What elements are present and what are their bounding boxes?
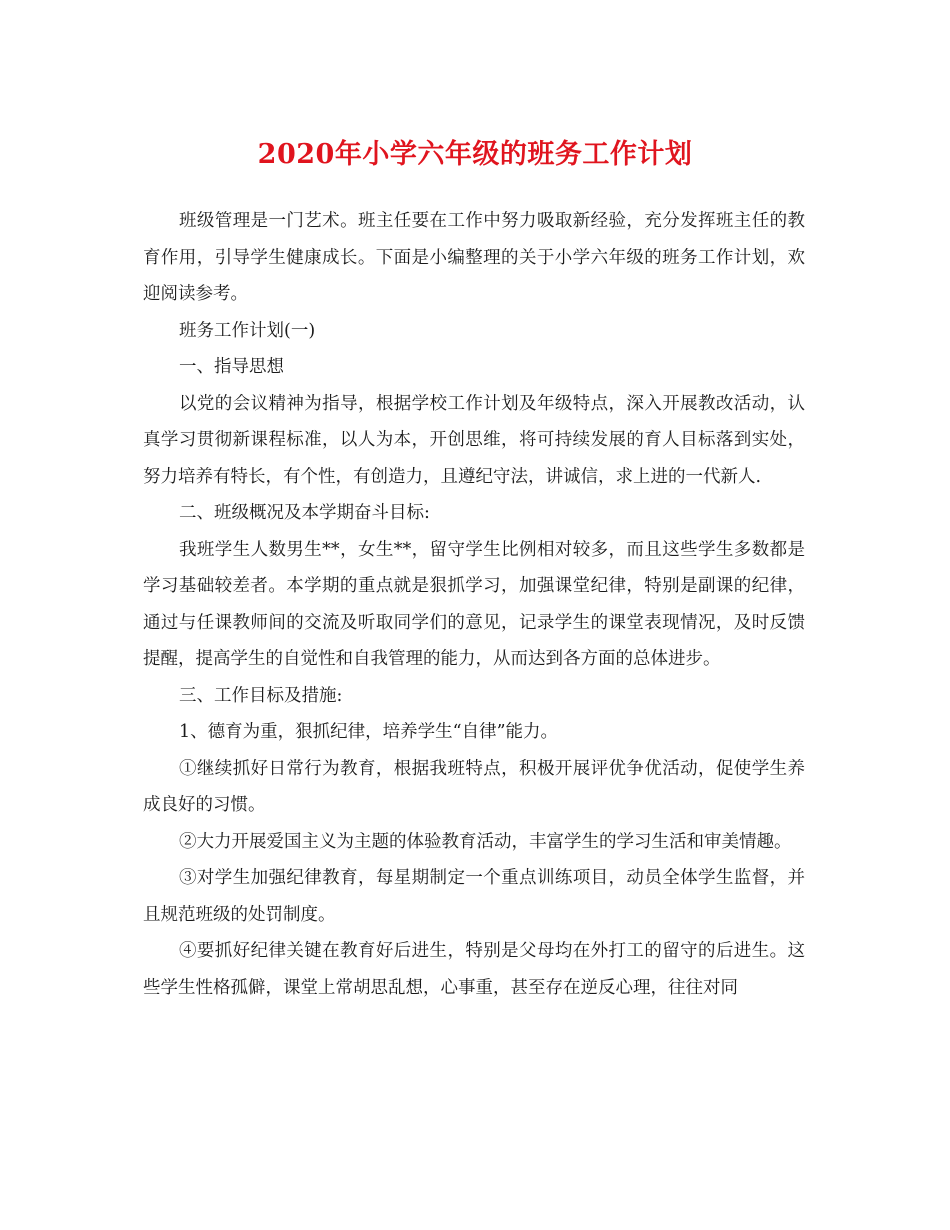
class-overview-paragraph: 我班学生人数男生**，女生**，留守学生比例相对较多，而且这些学生多数都是学习基础较差者。本学期的重点就是狠抓学习，加强课堂纪律，特别是副课的纪律，通过与任课教师间的交流及听取同学们的意见，记录学生的课堂表现情况，及时反馈提醒，提高学生的自觉性和自我管理的能力，从而达到各方面的总体进步。 [143, 539, 805, 669]
measure-item-1: ①继续抓好日常行为教育，根据我班特点，积极开展评优争优活动，促使学生养成良好的习惯。 [143, 758, 805, 815]
goal-item-1: 1、德育为重，狠抓纪律，培养学生“自律”能力。 [179, 722, 559, 742]
measure-item-3: ③对学生加强纪律教育，每星期制定一个重点训练项目，动员全体学生监督，并且规范班级的处罚制度。 [143, 868, 805, 925]
measure-item-4: ④要抓好纪律关键在教育好后进生，特别是父母均在外打工的留守的后进生。这些学生性格孤僻，课堂上常胡思乱想，心事重，甚至存在逆反心理，往往对同 [143, 941, 805, 998]
intro-paragraph: 班级管理是一门艺术。班主任要在工作中努力吸取新经验，充分发挥班主任的教育作用，引导学生健康成长。下面是小编整理的关于小学六年级的班务工作计划，欢迎阅读参考。 [143, 211, 805, 304]
section-heading-plan-one: 班务工作计划(一) [179, 320, 316, 341]
guiding-ideology-paragraph: 以党的会议精神为指导，根据学校工作计划及年级特点，深入开展教改活动，认真学习贯彻新课程标准，以人为本，开创思维，将可持续发展的育人目标落到实处，努力培养有特长，有个性，有创造力，且遵纪守法，讲诚信，求上进的一代新人. [143, 393, 805, 487]
measure-item-2: ②大力开展爱国主义为主题的体验教育活动，丰富学生的学习生活和审美情趣。 [179, 831, 792, 852]
document-title: 2020年小学六年级的班务工作计划 [257, 139, 693, 170]
document-body [143, 203, 805, 1006]
section-heading-guiding-ideology: 一、指导思想 [179, 357, 284, 377]
section-heading-goals-measures: 三、工作目标及措施: [179, 685, 343, 706]
section-heading-class-overview: 二、班级概况及本学期奋斗目标: [179, 503, 430, 523]
